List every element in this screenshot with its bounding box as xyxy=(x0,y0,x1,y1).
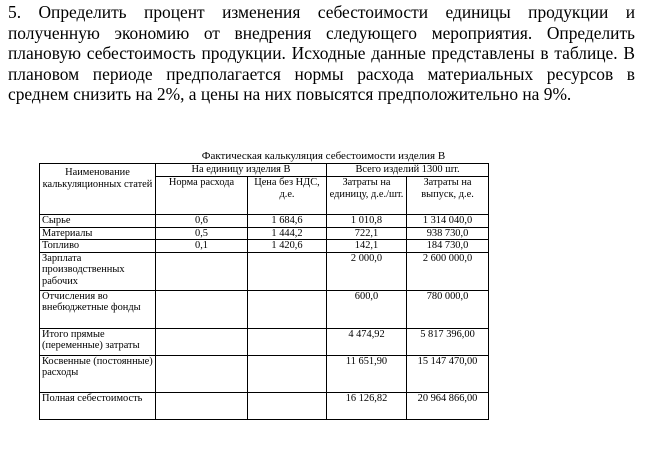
row-norm xyxy=(156,355,248,392)
row-name: Полная себестоимость xyxy=(40,392,156,419)
row-name: Материалы xyxy=(40,227,156,240)
row-price xyxy=(248,392,327,419)
row-norm xyxy=(156,328,248,355)
header-norm: Норма расхода xyxy=(156,177,248,215)
header-per-unit-group: На единицу изделия В xyxy=(156,164,327,177)
table-row xyxy=(40,240,489,253)
header-item-name: Наименование калькуляционных статей xyxy=(40,164,156,215)
table-row xyxy=(40,392,489,419)
row-cost-output: 5 817 396,00 xyxy=(407,328,489,355)
table-row xyxy=(40,355,489,392)
row-norm xyxy=(156,252,248,290)
header-cost-output: Затраты на выпуск, д.е. xyxy=(407,177,489,215)
row-price: 1 444,2 xyxy=(248,227,327,240)
row-cost-output: 184 730,0 xyxy=(407,240,489,253)
cost-calculation-table xyxy=(39,163,489,420)
row-name: Зарплата производственных рабочих xyxy=(40,252,156,290)
task-text: 5. Определить процент изменения себестоимости единицы продукции и полученную экономию от внедрения следующего мероприятия. Определить плановую себестоимость продукции. Исходные данные представлены в таблице. В плановом периоде предполагается нормы расхода материальных ресурсов в среднем снизить на 2%, а цены на них повысятся предположительно на 9%. xyxy=(8,2,635,104)
table-row xyxy=(40,215,489,228)
row-name: Отчисления во внебюджетные фонды xyxy=(40,290,156,328)
table-row xyxy=(40,252,489,290)
row-price: 1 420,6 xyxy=(248,240,327,253)
row-cost-output: 2 600 000,0 xyxy=(407,252,489,290)
row-cost-per-unit: 142,1 xyxy=(327,240,407,253)
row-cost-per-unit: 2 000,0 xyxy=(327,252,407,290)
row-norm: 0,6 xyxy=(156,215,248,228)
row-price xyxy=(248,355,327,392)
table-row xyxy=(40,227,489,240)
row-cost-output: 938 730,0 xyxy=(407,227,489,240)
row-cost-per-unit: 600,0 xyxy=(327,290,407,328)
row-cost-per-unit: 16 126,82 xyxy=(327,392,407,419)
table-row xyxy=(40,290,489,328)
row-price xyxy=(248,252,327,290)
row-cost-per-unit: 1 010,8 xyxy=(327,215,407,228)
row-name: Сырье xyxy=(40,215,156,228)
row-price xyxy=(248,328,327,355)
row-norm xyxy=(156,290,248,328)
row-price xyxy=(248,290,327,328)
row-cost-output: 1 314 040,0 xyxy=(407,215,489,228)
row-name: Топливо xyxy=(40,240,156,253)
header-cost-per-unit: Затраты на единицу, д.е./шт. xyxy=(327,177,407,215)
row-norm: 0,5 xyxy=(156,227,248,240)
row-norm: 0,1 xyxy=(156,240,248,253)
row-name: Итого прямые (переменные) затраты xyxy=(40,328,156,355)
header-total-group: Всего изделий 1300 шт. xyxy=(327,164,489,177)
row-cost-output: 780 000,0 xyxy=(407,290,489,328)
row-cost-per-unit: 11 651,90 xyxy=(327,355,407,392)
table-row xyxy=(40,328,489,355)
row-price: 1 684,6 xyxy=(248,215,327,228)
row-cost-output: 15 147 470,00 xyxy=(407,355,489,392)
row-cost-per-unit: 722,1 xyxy=(327,227,407,240)
header-price: Цена без НДС, д.е. xyxy=(248,177,327,215)
row-cost-output: 20 964 866,00 xyxy=(407,392,489,419)
row-norm xyxy=(156,392,248,419)
table-caption: Фактическая калькуляция себестоимости изделия В xyxy=(201,150,446,162)
row-name: Косвенные (постоянные) расходы xyxy=(40,355,156,392)
row-cost-per-unit: 4 474,92 xyxy=(327,328,407,355)
